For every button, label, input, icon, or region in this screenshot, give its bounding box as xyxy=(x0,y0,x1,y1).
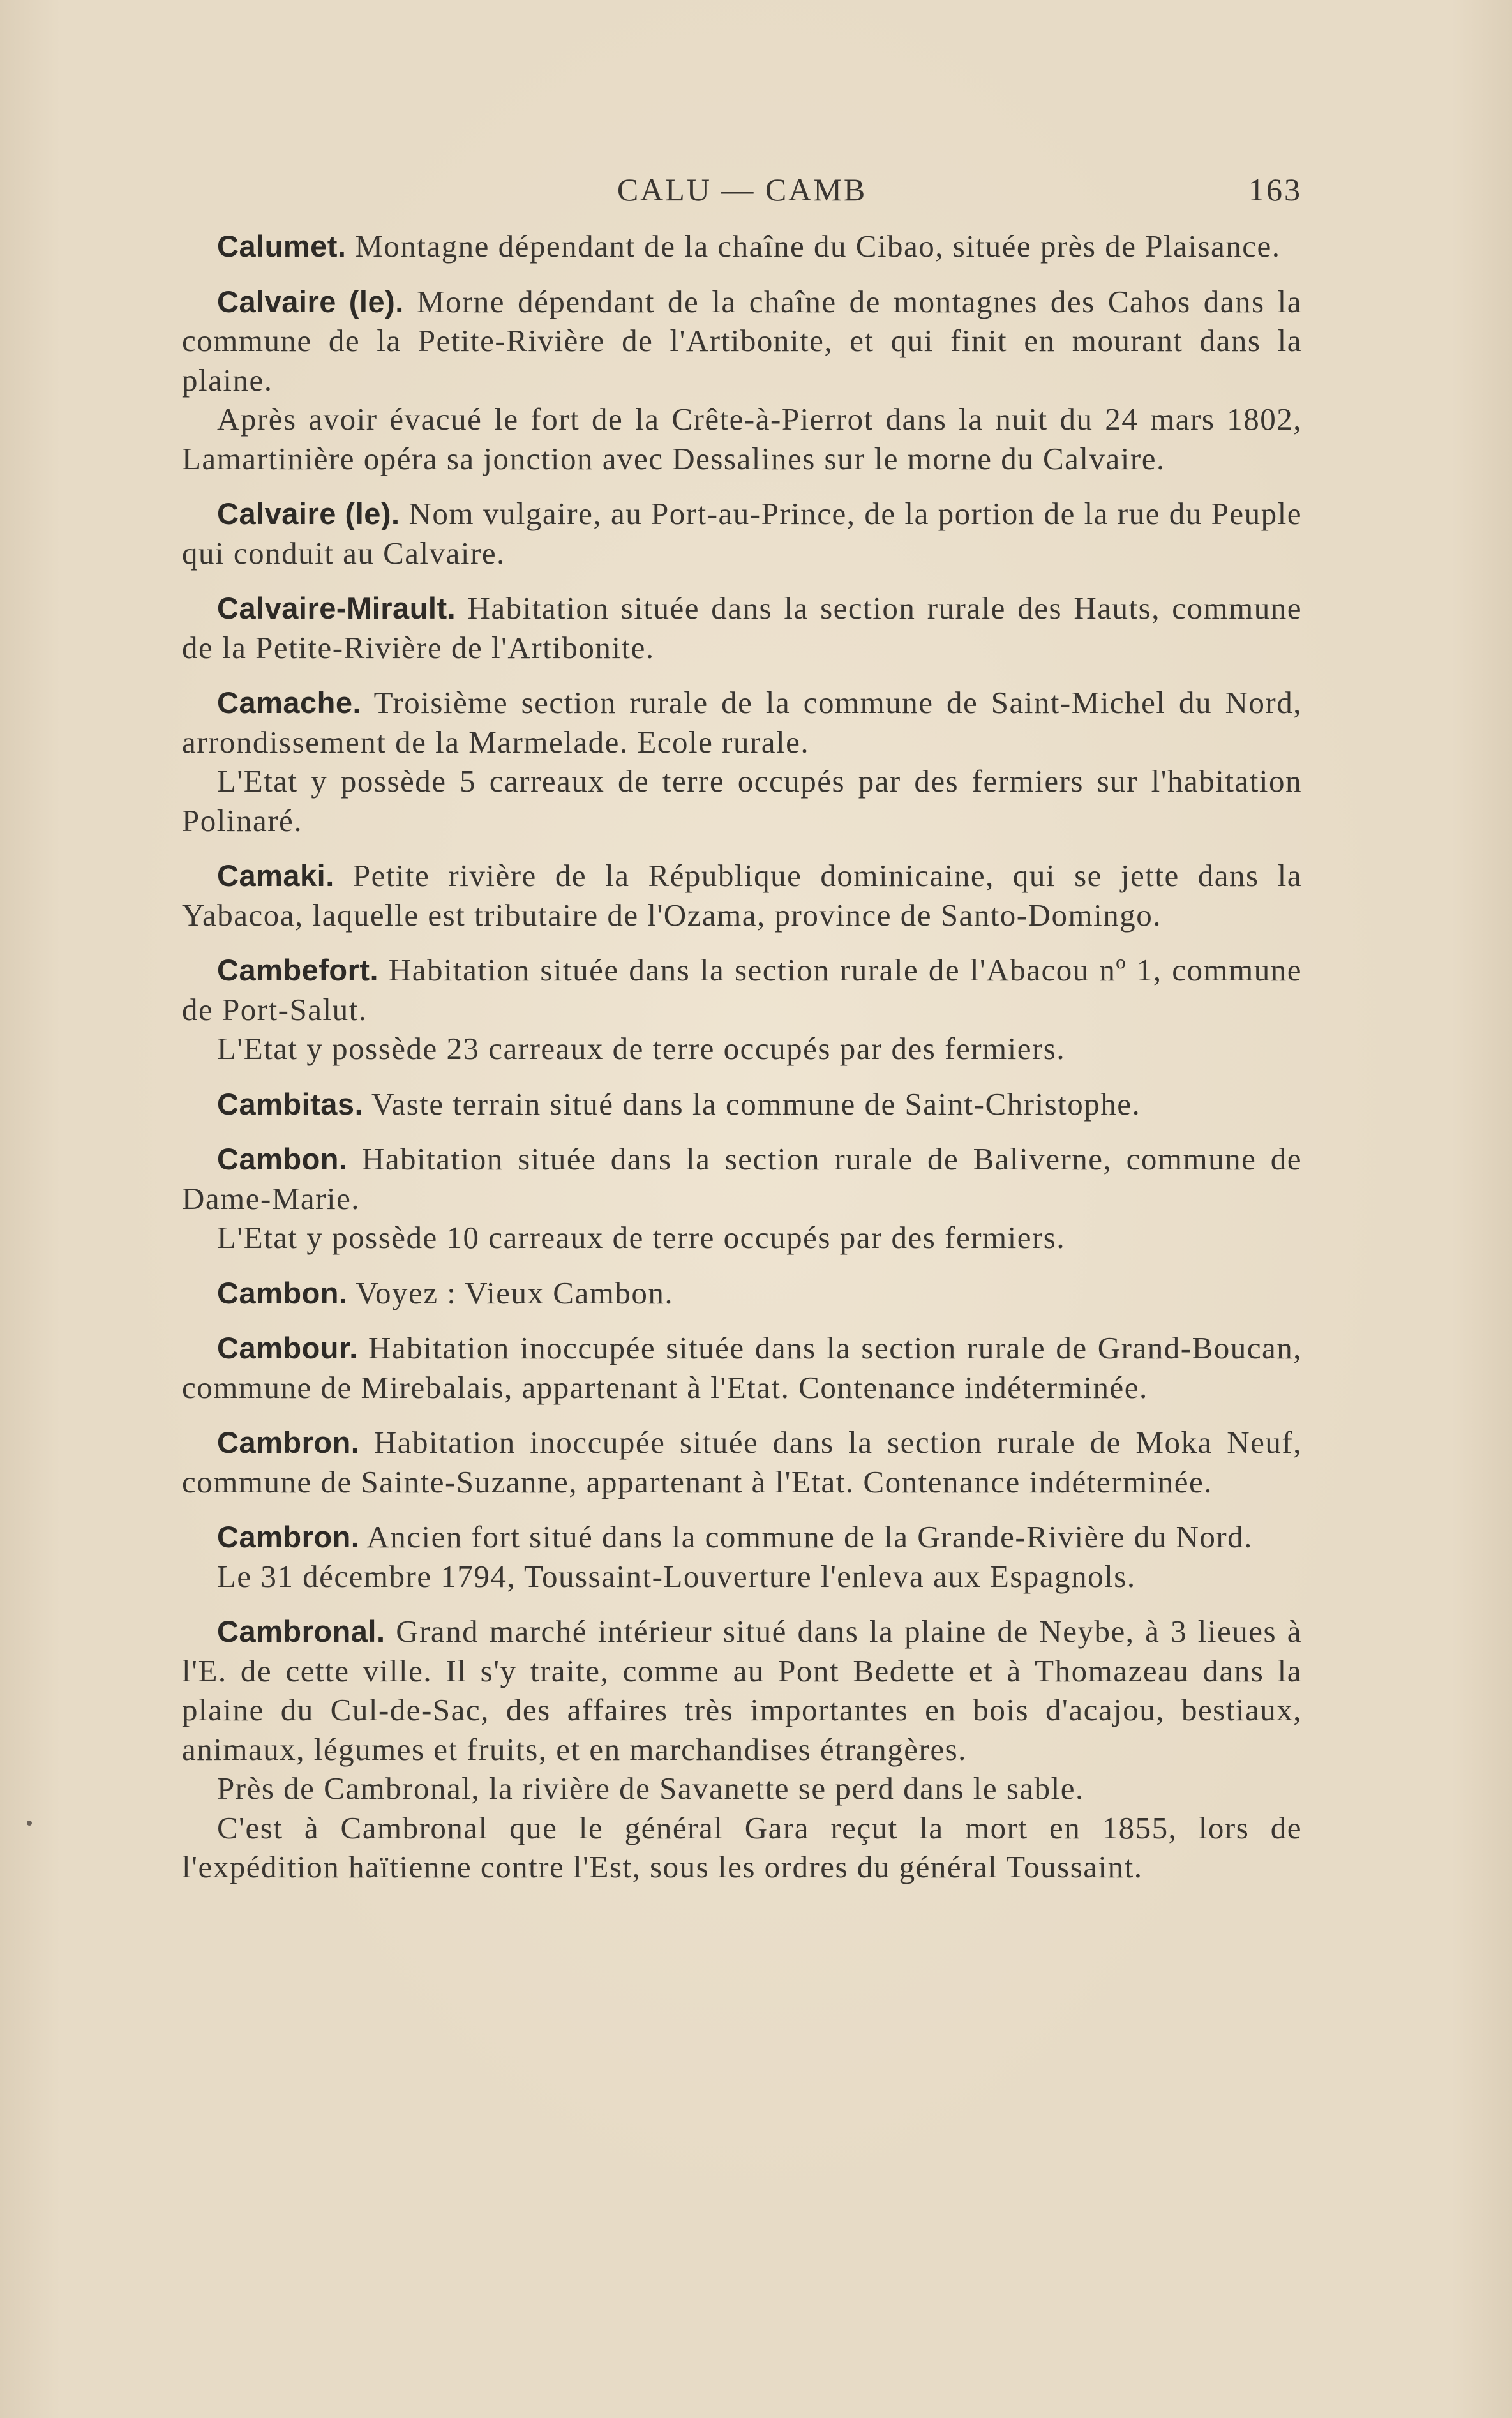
entry-paragraph xyxy=(182,856,1302,935)
entry-text: Grand marché intérieur situé dans la plaine de Neybe, à 3 lieues à l'E. de cette ville. Il s'y traite, comme au Pont Bedette et à Thomazeau dans la plaine du Cul-de-Sac, des affaires très importantes en bois d'acajou, bestiaux, animaux, légumes et fruits, et en marchandises étrangères. xyxy=(182,1614,1302,1767)
entry-paragraph: C'est à Cambronal que le général Gara reçut la mort en 1855, lors de l'expédition haïtienne contre l'Est, sous les ordres du général Toussaint. xyxy=(182,1810,1302,1884)
entry-paragraph xyxy=(182,1085,1302,1124)
entry-text: Vaste terrain situé dans la commune de Saint-Christophe. xyxy=(363,1086,1141,1122)
entry-camache xyxy=(182,683,1302,840)
entry-text: Troisième section rurale de la commune de Saint-Michel du Nord, arrondissement de la Marmelade. Ecole rurale. xyxy=(182,685,1302,760)
entry-paragraph xyxy=(182,494,1302,573)
entry-text: Habitation inoccupée située dans la section rurale de Grand-Boucan, commune de Mirebalais, appartenant à l'Etat. Contenance indéterminée. xyxy=(182,1330,1302,1405)
entry-paragraph xyxy=(182,683,1302,762)
entry-term: Cambronal. xyxy=(217,1614,385,1648)
entry-term: Cambour. xyxy=(217,1331,358,1365)
entry-cambefort xyxy=(182,950,1302,1069)
entry-cambronal xyxy=(182,1612,1302,1887)
entry-paragraph xyxy=(182,227,1302,266)
entry-cambon-voyez xyxy=(182,1273,1302,1313)
entry-cambon-habitation xyxy=(182,1139,1302,1258)
entry-text: Ancien fort situé dans la commune de la Grande-Rivière du Nord. xyxy=(359,1519,1253,1554)
entry-calvaire-mirault xyxy=(182,589,1302,667)
entry-paragraph: Le 31 décembre 1794, Toussaint-Louverture l'enleva aux Espagnols. xyxy=(217,1558,1136,1594)
entry-paragraph xyxy=(182,1423,1302,1501)
paper-speck xyxy=(27,1821,32,1826)
entry-cambron-fort xyxy=(182,1517,1302,1596)
entry-text: Montagne dépendant de la chaîne du Cibao, située près de Plaisance. xyxy=(346,229,1281,264)
entry-text: Habitation inoccupée située dans la section rurale de Moka Neuf, commune de Sainte-Suzanne, appartenant à l'Etat. Contenance indéterminée. xyxy=(182,1425,1302,1499)
entry-paragraph: L'Etat y possède 10 carreaux de terre occupés par des fermiers. xyxy=(217,1220,1066,1255)
entry-calumet xyxy=(182,227,1302,266)
entry-text: Habitation située dans la section rurale de Baliverne, commune de Dame-Marie. xyxy=(182,1141,1302,1216)
running-head: CALU — CAMB xyxy=(617,172,867,207)
entry-term: Cambon. xyxy=(217,1275,348,1310)
entry-paragraph: Après avoir évacué le fort de la Crête-à-Pierrot dans la nuit du 24 mars 1802, Lamartinière opéra sa jonction avec Dessalines sur le morne du Calvaire. xyxy=(182,402,1302,476)
entry-term: Cambron. xyxy=(217,1425,360,1459)
entry-paragraph xyxy=(182,950,1302,1029)
entry-text: Petite rivière de la République dominicaine, qui se jette dans la Yabacoa, laquelle est tributaire de l'Ozama, province de Santo-Domingo. xyxy=(182,858,1302,933)
entry-paragraph xyxy=(182,1328,1302,1407)
entry-paragraph xyxy=(182,1612,1302,1769)
page-number: 163 xyxy=(1248,172,1302,207)
entry-paragraph xyxy=(182,1517,1302,1557)
entry-term: Camaki. xyxy=(217,859,334,892)
entry-text: Morne dépendant de la chaîne de montagnes des Cahos dans la commune de la Petite-Rivière de l'Artibonite, et qui finit en mourant dans la plaine. xyxy=(182,283,1302,398)
entry-term: Calumet. xyxy=(217,229,347,263)
entry-text: Voyez : Vieux Cambon. xyxy=(347,1275,674,1310)
entry-term: Camache. xyxy=(217,686,362,719)
entry-paragraph: Près de Cambronal, la rivière de Savanette se perd dans le sable. xyxy=(217,1771,1084,1806)
entry-text: Habitation située dans la section rurale de l'Abacou nº 1, commune de Port-Salut. xyxy=(182,952,1302,1027)
entry-term: Calvaire (le). xyxy=(217,497,400,530)
entry-paragraph xyxy=(182,282,1302,400)
entry-cambitas xyxy=(182,1085,1302,1124)
entry-calvaire-morne xyxy=(182,282,1302,479)
entry-camaki xyxy=(182,856,1302,935)
entry-cambron-habitation xyxy=(182,1423,1302,1501)
entry-term: Calvaire (le). xyxy=(217,284,404,319)
entry-calvaire-rue xyxy=(182,494,1302,573)
dictionary-entries xyxy=(182,227,1302,1903)
entry-paragraph: L'Etat y possède 23 carreaux de terre occupés par des fermiers. xyxy=(217,1031,1066,1066)
page-header xyxy=(182,171,1302,209)
entry-text: Nom vulgaire, au Port-au-Prince, de la portion de la rue du Peuple qui conduit au Calvaire. xyxy=(182,496,1302,571)
entry-term: Cambefort. xyxy=(217,953,379,987)
entry-paragraph xyxy=(182,1273,1302,1313)
entry-paragraph: L'Etat y possède 5 carreaux de terre occupés par des fermiers sur l'habitation Polinaré. xyxy=(182,763,1302,838)
entry-term: Cambon. xyxy=(217,1142,348,1176)
entry-text: Habitation située dans la section rurale des Hauts, commune de la Petite-Rivière de l'Artibonite. xyxy=(182,590,1302,665)
entry-term: Calvaire-Mirault. xyxy=(217,591,456,625)
entry-term: Cambron. xyxy=(217,1520,360,1554)
entry-paragraph xyxy=(182,589,1302,667)
entry-term: Cambitas. xyxy=(217,1086,364,1121)
entry-cambour xyxy=(182,1328,1302,1407)
entry-paragraph xyxy=(182,1139,1302,1218)
